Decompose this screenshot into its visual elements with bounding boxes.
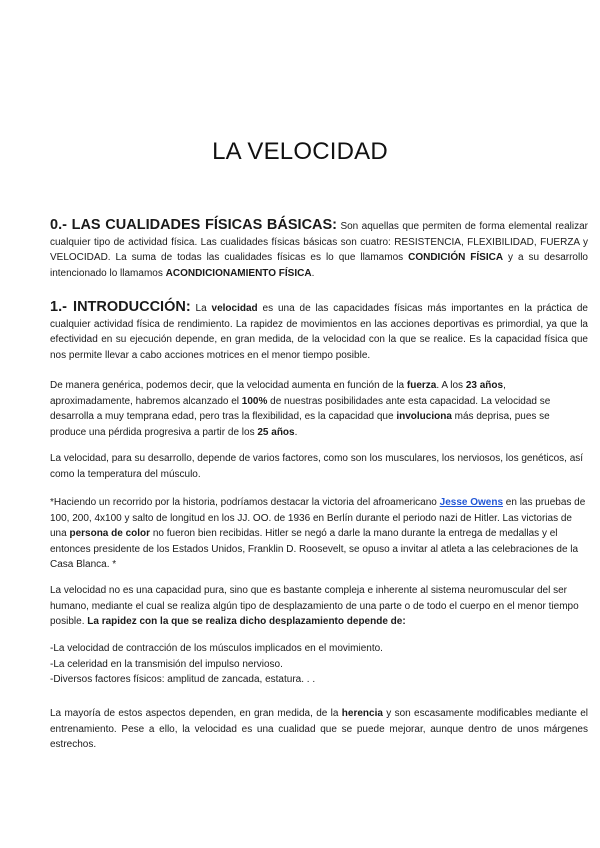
list-item: -La velocidad de contracción de los músculos implicados en el movimiento. [50,643,383,654]
paragraph-historia [50,495,588,573]
paragraph-text: no fueron bien recibidas. Hitler se negó a darle la mano durante la entrega de medallas y el entonces presidente de los Estados Unidos, Franklin D. Roosevelt, se opuso a invitar al atleta a las celebraciones de la Casa Blanca. * [50,528,579,570]
paragraph-text: en las pruebas de 100, 200, 4x100 y salto de longitud en los JJ. OO. de 1936 en Berlín durante el periodo nazi de Hitler. Las victorias de una [50,497,586,539]
paragraph-text: *Haciendo un recorrido por la historia, podríamos destacar la victoria del afroamericano [50,497,440,508]
paragraph-text: . [311,267,315,279]
bold-term: velocidad [211,303,258,314]
paragraph-text: y a su desarrollo intencionado lo llamamos [50,252,588,279]
bold-term: persona de color [69,528,151,539]
paragraph-factores [50,451,588,482]
paragraph-fuerza [50,378,588,440]
bold-term: involuciona [396,411,452,422]
bold-term: La rapidez con la que se realiza dicho desplazamiento depende de: [87,616,406,627]
paragraph-text: es una de las capacidades físicas más importantes en la práctica de cualquier actividad física de rendimiento. La rapidez de movimientos en las acciones deportivas es primordial, ya que la efectividad en su ejecución depende, en gran medida, de la velocidad con la que se realice. Es la capacidad física que nos permite llevar a cabo acciones motrices en el menor tiempo posible. [50,303,588,361]
list-item: -La celeridad en la transmisión del impulso nervioso. [50,658,283,670]
paragraph-text: La velocidad no es una capacidad pura, sino que es bastante compleja e inherente al sistema neuromuscular del ser humano, mediante el cual se realiza algún tipo de desplazamiento de una parte o de todo el cuerpo en el menor tiempo posible. [50,585,579,627]
section-introduccion [50,300,588,363]
paragraph-text: De manera genérica, podemos decir, que la velocidad aumenta en función de la [50,380,407,391]
section-cualidades-fisicas [50,218,588,281]
paragraph-capacidad [50,583,588,630]
bold-term: 100% [241,395,268,407]
paragraph-herencia [50,706,588,753]
paragraph-text: La mayoría de estos aspectos dependen, en gran medida, de la [50,708,342,719]
paragraph-text: de nuestras posibilidades ante esta capacidad. La velocidad se desarrolla a muy temprana edad, pero tras la flexibilidad, es la capacidad que [50,395,551,422]
section-heading: 1.- INTRODUCCIÓN: [50,299,191,315]
paragraph-text: La [190,303,212,314]
paragraph-text: más deprisa, pues se produce una pérdida progresiva a partir de los [50,411,550,438]
bold-term: 23 años [465,380,504,391]
bold-term: fuerza [406,380,437,391]
paragraph-text: , aproximadamente, habremos alcanzado el [50,380,506,407]
paragraph-text: y son escasamente modificables mediante el entrenamiento. Pese a ello, la velocidad es una cualidad que se puede mejorar, aunque dentro de unos márgenes estrechos. [50,708,589,750]
factor-list [50,641,588,688]
paragraph-text: Son aquellas que permiten de forma elemental realizar cualquier tipo de actividad física. Las cualidades físicas básicas son cuatro: RESISTENCIA, FLEXIBILIDAD, FUERZA y VELOCIDAD. La suma de todas las cualidades físicas es lo que llamamos [50,221,588,263]
jesse-owens-link[interactable]: Jesse Owens [439,497,504,508]
bold-term: herencia [341,708,383,719]
paragraph-text: . [294,426,298,438]
bold-term: 25 años [257,426,295,438]
list-item: -Diversos factores físicos: amplitud de zancada, estatura. . . [50,674,316,685]
bold-term: ACONDICIONAMIENTO FÍSICA [165,267,312,279]
paragraph-text: La velocidad, para su desarrollo, depende de varios factores, como son los musculares, los nerviosos, los genéticos, así como la temperatura del músculo. [50,453,584,480]
bold-term: CONDICIÓN FÍSICA [408,252,504,263]
page-title: LA VELOCIDAD [212,138,388,165]
paragraph-text: . A los [436,380,466,391]
section-heading: 0.- LAS CUALIDADES FÍSICAS BÁSICAS: [50,217,338,233]
